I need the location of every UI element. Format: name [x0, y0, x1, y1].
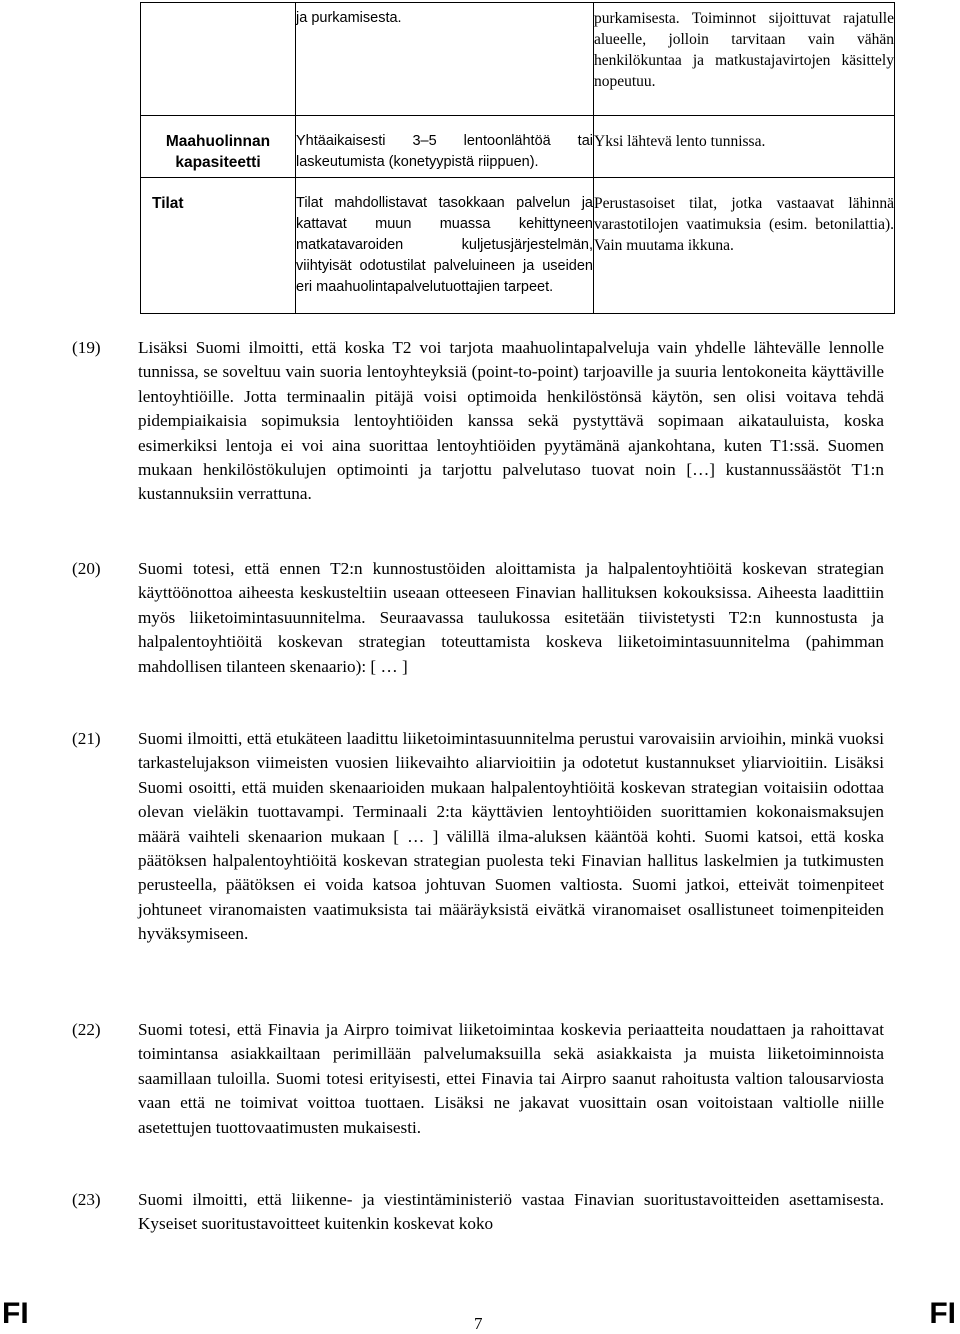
comparison-table — [140, 2, 895, 314]
paragraph-text: Suomi totesi, että ennen T2:n kunnostustöiden aloittamista ja halpalentoyhtiöitä koskevan strategian käyttöönottoa aiheesta keskusteltiin useaan otteeseen Finavian hallituksen kokouksissa. Aiheesta laadittiin myös liiketoimintasuunnitelma. Seuraavassa taulukossa esitetään tiivistetysti T2:n kunnostusta ja halpalentoyhtiöitä koskevan strategian toteuttamista koskeva liiketoimintasuunnitelma (pahimman mahdollisen tilanteen skenaario): [ … ] — [138, 559, 884, 676]
terminal1-cell: Yhtäaikaisesti 3–5 lentoonlähtöä tai laskeutumista (konetyypistä riippuen). — [296, 116, 594, 178]
table-row — [141, 116, 895, 178]
paragraph-text: Lisäksi Suomi ilmoitti, että koska T2 voi tarjota maahuolintapalveluja vain yhdelle lähtevälle lennolle tunnissa, se soveltuu vain suoria lentoyhteyksiä (point-to-point) tarjoaville ja suuria lentokoneita käyttäville lentoyhtiöille. Jotta terminaalin pitäjä voisi optimoida henkilöstönsä käytön, sen olisi voitava tehdä pidempiaikaisia sopimuksia lentoyhtiöiden kanssa sekä pystyttävä sopimaan aikatauluista, koska esimerkiksi lentoja ei voi aina suorittaa lentoyhtiöiden pyytämänä ajankohtana, kuten T1:ssä. Suomen mukaan henkilöstökulujen optimointi ja tarjottu palvelutaso tuovat noin […] kustannussäästöt T1:n kustannuksiin verrattuna. — [138, 338, 884, 504]
terminal2-cell: Yksi lähtevä lento tunnissa. — [594, 116, 895, 178]
table-row — [141, 3, 895, 116]
row-label — [141, 3, 296, 116]
row-label: Tilat — [141, 178, 296, 314]
row-label: Maahuolinnan kapasiteetti — [141, 116, 296, 178]
paragraph-number: (20) — [72, 559, 101, 578]
paragraph-number: (21) — [72, 729, 101, 748]
paragraph-text: Suomi ilmoitti, että etukäteen laadittu liiketoimintasuunnitelma perustui varovaisiin arvioihin, minkä vuoksi tarkastelujakson viimeisten vuosien liikevaihto aliarvioitiin ja odotetut kustannukset yliarvioitiin. Lisäksi Suomi osoitti, että muiden skenaarioiden mukaan halpalentoyhtiöitä koskevan strategian voitaisiin odottaa olevan vieläkin tuottavampi. Terminaali 2:ta käyttävien lentoyhtiöiden suorittamien kokonaismaksujen määrä vaihteli skenaarion mukaan [ … ] välillä ilma-aluksen kääntöä kohti. Suomi katsoi, että koska päätöksen halpalentoyhtiöitä koskevan strategian puolesta teki Finavian hallitus laskelmien ja tutkimusten perusteella, päätöksen ei voida katsoa johtuvan Suomen valtiosta. Suomi jatkoi, etteivät toimenpiteet johtuneet viranomaisten vaatimuksista tai määräyksistä eivätkä viranomaiset osallistuneet toimenpiteiden hyväksymiseen. — [138, 729, 884, 944]
terminal1-cell: Tilat mahdollistavat tasokkaan palvelun ja kattavat muun muassa kehittyneen matkatavaroiden kuljetusjärjestelmän, viihtyisät odotustilat palveluineen ja useiden eri maahuolintapalvelutuottajien tarpeet. — [296, 178, 594, 314]
paragraph-text: Suomi totesi, että Finavia ja Airpro toimivat liiketoimintaa koskevia periaatteita noudattaen ja rahoittavat toimintansa asiakkailtaan perimillään palvelumaksuilla sekä asiakkaista ja muista liiketoiminnoista saamillaan tuloilla. Suomi totesi erityisesti, ettei Finavia tai Airpro saanut rahoitusta valtion talousarviosta vaan että ne toimivat voittoa tuottaen. Lisäksi ne jakavat vuosittain osan voitoistaan valtiolle niille asetettujen tuottovaatimusten mukaisesti. — [138, 1020, 884, 1137]
paragraph-text: Suomi ilmoitti, että liikenne- ja viestintäministeriö vastaa Finavian suoritustavoitteiden asettamisesta. Kyseiset suoritustavoitteet kuitenkin koskevat koko — [138, 1190, 884, 1234]
terminal2-cell: purkamisesta. Toiminnot sijoittuvat rajatulle alueelle, jolloin tarvitaan vain vähän henkilökuntaa ja matkustajavirtojen käsittely nopeutuu. — [594, 3, 895, 116]
terminal2-cell: Perustasoiset tilat, jotka vastaavat lähinnä varastotilojen vaatimuksia (esim. betonilattia). Vain muutama ikkuna. — [594, 178, 895, 314]
paragraph-number: (23) — [72, 1190, 101, 1209]
paragraph-20 — [72, 557, 884, 679]
paragraph-19 — [72, 336, 884, 507]
paragraph-number: (19) — [72, 338, 101, 357]
language-code-left: FI — [2, 1297, 29, 1330]
table-row — [141, 178, 895, 314]
paragraph-22 — [72, 1018, 884, 1140]
paragraph-21 — [72, 727, 884, 947]
paragraph-number: (22) — [72, 1020, 101, 1039]
language-code-right: FI — [929, 1297, 956, 1330]
page-number: 7 — [474, 1314, 483, 1333]
terminal1-cell: ja purkamisesta. — [296, 3, 594, 116]
paragraph-23 — [72, 1188, 884, 1237]
